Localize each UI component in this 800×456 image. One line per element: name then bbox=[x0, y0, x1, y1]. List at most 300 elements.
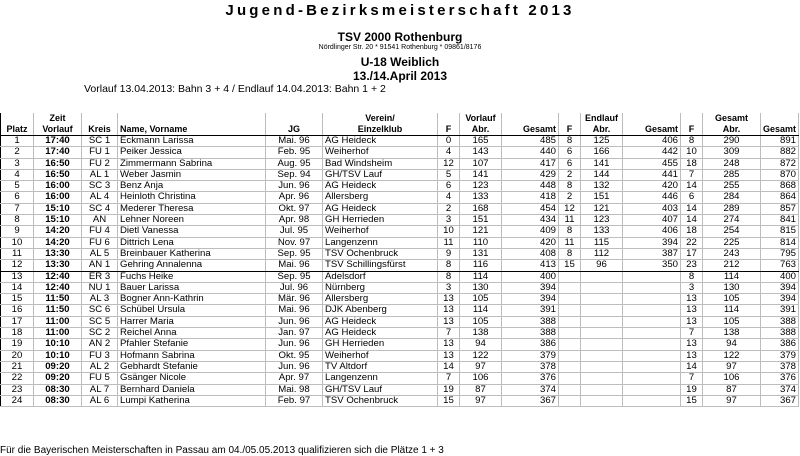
cell-name: Pfahler Stefanie bbox=[118, 339, 266, 350]
cell-vl-gesamt: 454 bbox=[502, 203, 559, 214]
cell-verein: TSV Ochenbruck bbox=[323, 248, 438, 259]
cell-verein: TV Altdorf bbox=[323, 361, 438, 372]
cell-name: Fuchs Heike bbox=[118, 271, 266, 282]
cell-vl-gesamt: 394 bbox=[502, 282, 559, 293]
cell-zeit: 12:40 bbox=[34, 271, 82, 282]
cell-verein: GH/TSV Lauf bbox=[323, 169, 438, 180]
cell-verein: Langenzenn bbox=[323, 373, 438, 384]
cell-el-gesamt: 441 bbox=[623, 169, 681, 180]
header-ges-gesamt: Gesamt bbox=[761, 124, 799, 136]
cell-el-gesamt bbox=[623, 294, 681, 305]
cell-vl-gesamt: 485 bbox=[502, 136, 559, 147]
cell-ges-abr: 284 bbox=[703, 192, 761, 203]
cell-platz: 24 bbox=[1, 395, 34, 406]
cell-el-abr: 151 bbox=[581, 192, 623, 203]
cell-kreis: FÜ 2 bbox=[82, 158, 118, 169]
cell-zeit: 09:20 bbox=[34, 361, 82, 372]
cell-el-abr: 166 bbox=[581, 147, 623, 158]
cell-el-f bbox=[559, 395, 581, 406]
cell-zeit: 15:10 bbox=[34, 203, 82, 214]
cell-el-gesamt: 455 bbox=[623, 158, 681, 169]
header-name: Name, Vorname bbox=[118, 124, 266, 136]
cell-vl-abr: 116 bbox=[460, 260, 502, 271]
cell-vl-f: 13 bbox=[438, 350, 460, 361]
cell-platz: 6 bbox=[1, 192, 34, 203]
cell-vl-f: 13 bbox=[438, 339, 460, 350]
cell-verein: Nürnberg bbox=[323, 282, 438, 293]
cell-name: Zimmermann Sabrina bbox=[118, 158, 266, 169]
cell-ges-abr: 114 bbox=[703, 271, 761, 282]
cell-vl-gesamt: 367 bbox=[502, 395, 559, 406]
cell-el-gesamt bbox=[623, 316, 681, 327]
cell-vl-abr: 151 bbox=[460, 215, 502, 226]
cell-verein: Weiherhof bbox=[323, 147, 438, 158]
cell-el-f: 11 bbox=[559, 237, 581, 248]
cell-jg: Feb. 95 bbox=[266, 147, 323, 158]
cell-ges-gesamt: 864 bbox=[761, 192, 799, 203]
cell-platz: 12 bbox=[1, 260, 34, 271]
cell-platz: 20 bbox=[1, 350, 34, 361]
cell-kreis: FÜ 1 bbox=[82, 147, 118, 158]
cell-vl-f: 0 bbox=[438, 136, 460, 147]
cell-kreis: SC 3 bbox=[82, 181, 118, 192]
cell-ges-abr: 106 bbox=[703, 373, 761, 384]
cell-name: Bauer Larissa bbox=[118, 282, 266, 293]
cell-verein: Allersberg bbox=[323, 294, 438, 305]
cell-verein: GH/TSV Lauf bbox=[323, 384, 438, 395]
cell-verein: Weiherhof bbox=[323, 226, 438, 237]
cell-ges-f: 13 bbox=[681, 305, 703, 316]
table-row bbox=[1, 136, 799, 147]
header-el-gesamt: Gesamt bbox=[623, 124, 681, 136]
cell-jg: Sep. 95 bbox=[266, 248, 323, 259]
header-jg: JG bbox=[266, 124, 323, 136]
cell-el-abr: 123 bbox=[581, 215, 623, 226]
table-row bbox=[1, 384, 799, 395]
cell-el-abr: 121 bbox=[581, 203, 623, 214]
cell-verein: Weiherhof bbox=[323, 350, 438, 361]
cell-vl-f: 3 bbox=[438, 282, 460, 293]
cell-platz: 7 bbox=[1, 203, 34, 214]
cell-el-f bbox=[559, 271, 581, 282]
cell-vl-abr: 114 bbox=[460, 305, 502, 316]
header-vorlauf-time: Vorlauf bbox=[34, 124, 82, 136]
table-row bbox=[1, 169, 799, 180]
schedule-info: Vorlauf 13.04.2013: Bahn 3 + 4 / Endlauf 14.04.2013: Bahn 1 + 2 bbox=[84, 83, 386, 95]
table-row bbox=[1, 215, 799, 226]
cell-ges-gesamt: 763 bbox=[761, 260, 799, 271]
cell-vl-f: 4 bbox=[438, 192, 460, 203]
cell-zeit: 15:10 bbox=[34, 215, 82, 226]
cell-kreis: AL 5 bbox=[82, 248, 118, 259]
cell-ges-abr: 255 bbox=[703, 181, 761, 192]
cell-ges-f: 13 bbox=[681, 316, 703, 327]
cell-ges-f: 7 bbox=[681, 169, 703, 180]
header-zeit: Zeit bbox=[34, 113, 82, 124]
cell-el-abr: 144 bbox=[581, 169, 623, 180]
cell-el-abr: 133 bbox=[581, 226, 623, 237]
cell-el-f bbox=[559, 361, 581, 372]
cell-jg: Mär. 96 bbox=[266, 294, 323, 305]
cell-verein: GH Herrieden bbox=[323, 339, 438, 350]
cell-vl-abr: 110 bbox=[460, 237, 502, 248]
cell-ges-abr: 248 bbox=[703, 158, 761, 169]
cell-vl-gesamt: 394 bbox=[502, 294, 559, 305]
table-row bbox=[1, 395, 799, 406]
cell-platz: 11 bbox=[1, 248, 34, 259]
cell-verein: AG Heideck bbox=[323, 316, 438, 327]
table-row bbox=[1, 158, 799, 169]
cell-zeit: 11:00 bbox=[34, 316, 82, 327]
cell-zeit: 08:30 bbox=[34, 395, 82, 406]
cell-ges-abr: 309 bbox=[703, 147, 761, 158]
cell-el-abr bbox=[581, 339, 623, 350]
cell-ges-gesamt: 388 bbox=[761, 328, 799, 339]
cell-vl-abr: 105 bbox=[460, 294, 502, 305]
cell-verein: TSV Schillingsfürst bbox=[323, 260, 438, 271]
cell-zeit: 14:20 bbox=[34, 226, 82, 237]
table-row bbox=[1, 328, 799, 339]
cell-vl-f: 4 bbox=[438, 147, 460, 158]
cell-ges-gesamt: 388 bbox=[761, 316, 799, 327]
cell-kreis: SC 4 bbox=[82, 203, 118, 214]
cell-vl-f: 19 bbox=[438, 384, 460, 395]
cell-el-gesamt: 350 bbox=[623, 260, 681, 271]
cell-vl-gesamt: 391 bbox=[502, 305, 559, 316]
cell-el-abr: 112 bbox=[581, 248, 623, 259]
cell-zeit: 10:10 bbox=[34, 350, 82, 361]
cell-name: Bogner Ann-Kathrin bbox=[118, 294, 266, 305]
cell-el-f: 8 bbox=[559, 226, 581, 237]
cell-el-gesamt: 446 bbox=[623, 192, 681, 203]
cell-kreis: AN 2 bbox=[82, 339, 118, 350]
cell-jg: Mai. 96 bbox=[266, 260, 323, 271]
cell-platz: 23 bbox=[1, 384, 34, 395]
cell-vl-f: 9 bbox=[438, 248, 460, 259]
cell-vl-abr: 130 bbox=[460, 282, 502, 293]
club-address: Nördlinger Str. 20 * 91541 Rothenburg * 09861/8176 bbox=[318, 44, 482, 51]
table-row bbox=[1, 237, 799, 248]
cell-platz: 13 bbox=[1, 271, 34, 282]
cell-vl-f: 7 bbox=[438, 373, 460, 384]
cell-kreis: AL 1 bbox=[82, 169, 118, 180]
cell-vl-abr: 97 bbox=[460, 395, 502, 406]
cell-ges-gesamt: 857 bbox=[761, 203, 799, 214]
cell-jg: Apr. 98 bbox=[266, 215, 323, 226]
cell-ges-gesamt: 872 bbox=[761, 158, 799, 169]
cell-jg: Aug. 95 bbox=[266, 158, 323, 169]
cell-platz: 16 bbox=[1, 305, 34, 316]
cell-vl-abr: 121 bbox=[460, 226, 502, 237]
header-platz: Platz bbox=[1, 124, 34, 136]
cell-ges-f: 3 bbox=[681, 282, 703, 293]
cell-vl-abr: 133 bbox=[460, 192, 502, 203]
cell-vl-abr: 107 bbox=[460, 158, 502, 169]
header-row-1 bbox=[1, 113, 799, 124]
cell-ges-abr: 105 bbox=[703, 294, 761, 305]
cell-el-abr bbox=[581, 316, 623, 327]
cell-el-f: 6 bbox=[559, 147, 581, 158]
cell-vl-gesamt: 408 bbox=[502, 248, 559, 259]
cell-jg: Mai. 96 bbox=[266, 305, 323, 316]
cell-vl-f: 12 bbox=[438, 158, 460, 169]
cell-ges-abr: 105 bbox=[703, 316, 761, 327]
cell-name: Bernhard Daniela bbox=[118, 384, 266, 395]
cell-jg: Sep. 94 bbox=[266, 169, 323, 180]
cell-ges-abr: 97 bbox=[703, 395, 761, 406]
cell-vl-f: 13 bbox=[438, 305, 460, 316]
cell-ges-f: 19 bbox=[681, 384, 703, 395]
cell-vl-f: 2 bbox=[438, 203, 460, 214]
cell-el-gesamt bbox=[623, 271, 681, 282]
cell-name: Dittrich Lena bbox=[118, 237, 266, 248]
cell-vl-gesamt: 400 bbox=[502, 271, 559, 282]
cell-el-abr bbox=[581, 395, 623, 406]
cell-ges-abr: 274 bbox=[703, 215, 761, 226]
cell-el-gesamt: 387 bbox=[623, 248, 681, 259]
cell-vl-gesamt: 440 bbox=[502, 147, 559, 158]
cell-el-abr bbox=[581, 271, 623, 282]
cell-zeit: 10:10 bbox=[34, 339, 82, 350]
cell-vl-abr: 94 bbox=[460, 339, 502, 350]
cell-ges-abr: 87 bbox=[703, 384, 761, 395]
cell-verein: Allersberg bbox=[323, 192, 438, 203]
cell-el-gesamt bbox=[623, 373, 681, 384]
cell-kreis: FÜ 4 bbox=[82, 226, 118, 237]
cell-kreis: SC 2 bbox=[82, 328, 118, 339]
cell-zeit: 08:30 bbox=[34, 384, 82, 395]
header-el-abr: Abr. bbox=[581, 124, 623, 136]
cell-el-gesamt bbox=[623, 350, 681, 361]
cell-el-abr bbox=[581, 305, 623, 316]
cell-vl-abr: 131 bbox=[460, 248, 502, 259]
cell-name: Dietl Vanessa bbox=[118, 226, 266, 237]
header-ges-abr: Abr. bbox=[703, 124, 761, 136]
cell-kreis: FÜ 5 bbox=[82, 373, 118, 384]
cell-verein: AG Heideck bbox=[323, 328, 438, 339]
cell-ges-gesamt: 376 bbox=[761, 373, 799, 384]
table-row bbox=[1, 316, 799, 327]
cell-ges-f: 23 bbox=[681, 260, 703, 271]
cell-vl-abr: 165 bbox=[460, 136, 502, 147]
cell-kreis: FÜ 6 bbox=[82, 237, 118, 248]
cell-el-abr bbox=[581, 328, 623, 339]
cell-ges-f: 14 bbox=[681, 203, 703, 214]
cell-vl-abr: 106 bbox=[460, 373, 502, 384]
table-row bbox=[1, 361, 799, 372]
cell-el-f: 12 bbox=[559, 203, 581, 214]
cell-vl-abr: 122 bbox=[460, 350, 502, 361]
cell-vl-abr: 168 bbox=[460, 203, 502, 214]
table-row bbox=[1, 192, 799, 203]
cell-el-gesamt bbox=[623, 395, 681, 406]
cell-vl-f: 10 bbox=[438, 226, 460, 237]
cell-vl-gesamt: 420 bbox=[502, 237, 559, 248]
cell-el-f: 2 bbox=[559, 169, 581, 180]
cell-name: Harrer Maria bbox=[118, 316, 266, 327]
cell-ges-f: 22 bbox=[681, 237, 703, 248]
cell-kreis: AN bbox=[82, 215, 118, 226]
cell-el-f: 15 bbox=[559, 260, 581, 271]
cell-zeit: 16:50 bbox=[34, 169, 82, 180]
cell-ges-abr: 290 bbox=[703, 136, 761, 147]
cell-ges-f: 13 bbox=[681, 339, 703, 350]
cell-jg: Jan. 97 bbox=[266, 328, 323, 339]
cell-jg: Jun. 96 bbox=[266, 316, 323, 327]
cell-vl-gesamt: 378 bbox=[502, 361, 559, 372]
cell-ges-gesamt: 882 bbox=[761, 147, 799, 158]
cell-kreis: AL 3 bbox=[82, 294, 118, 305]
cell-verein: DJK Abenberg bbox=[323, 305, 438, 316]
cell-name: Schübel Ursula bbox=[118, 305, 266, 316]
cell-ges-abr: 138 bbox=[703, 328, 761, 339]
cell-el-f bbox=[559, 305, 581, 316]
cell-el-abr bbox=[581, 373, 623, 384]
table-row bbox=[1, 248, 799, 259]
cell-vl-gesamt: 413 bbox=[502, 260, 559, 271]
cell-el-f bbox=[559, 373, 581, 384]
cell-el-f bbox=[559, 350, 581, 361]
cell-el-abr bbox=[581, 384, 623, 395]
cell-ges-gesamt: 841 bbox=[761, 215, 799, 226]
cell-el-abr: 125 bbox=[581, 136, 623, 147]
cell-ges-abr: 212 bbox=[703, 260, 761, 271]
cell-ges-gesamt: 394 bbox=[761, 294, 799, 305]
cell-name: Peiker Jessica bbox=[118, 147, 266, 158]
cell-kreis: AL 7 bbox=[82, 384, 118, 395]
cell-zeit: 17:40 bbox=[34, 136, 82, 147]
cell-ges-abr: 114 bbox=[703, 305, 761, 316]
cell-el-gesamt bbox=[623, 339, 681, 350]
cell-jg: Apr. 96 bbox=[266, 192, 323, 203]
cell-ges-f: 13 bbox=[681, 350, 703, 361]
header-gesamt: Gesamt bbox=[703, 113, 761, 124]
event-date: 13./14.April 2013 bbox=[352, 69, 448, 83]
cell-platz: 17 bbox=[1, 316, 34, 327]
cell-ges-gesamt: 374 bbox=[761, 384, 799, 395]
cell-ges-f: 14 bbox=[681, 181, 703, 192]
table-row bbox=[1, 339, 799, 350]
cell-verein: AG Heideck bbox=[323, 203, 438, 214]
cell-verein: GH Herrieden bbox=[323, 215, 438, 226]
cell-vl-gesamt: 374 bbox=[502, 384, 559, 395]
cell-el-f bbox=[559, 328, 581, 339]
header-vl-f: F bbox=[438, 124, 460, 136]
table-row bbox=[1, 147, 799, 158]
cell-jg: Mai. 98 bbox=[266, 384, 323, 395]
cell-ges-gesamt: 379 bbox=[761, 350, 799, 361]
cell-ges-f: 14 bbox=[681, 361, 703, 372]
cell-name: Heinloth Christina bbox=[118, 192, 266, 203]
header-vl-gesamt: Gesamt bbox=[502, 124, 559, 136]
cell-el-gesamt: 406 bbox=[623, 136, 681, 147]
cell-kreis: AL 4 bbox=[82, 192, 118, 203]
cell-ges-gesamt: 378 bbox=[761, 361, 799, 372]
cell-ges-abr: 94 bbox=[703, 339, 761, 350]
table-row bbox=[1, 373, 799, 384]
cell-verein: Adelsdorf bbox=[323, 271, 438, 282]
category-label: U-18 Weiblich bbox=[360, 55, 440, 69]
cell-el-gesamt bbox=[623, 328, 681, 339]
table-row bbox=[1, 226, 799, 237]
cell-verein: Bad Windsheim bbox=[323, 158, 438, 169]
cell-zeit: 16:00 bbox=[34, 192, 82, 203]
cell-ges-abr: 225 bbox=[703, 237, 761, 248]
cell-platz: 21 bbox=[1, 361, 34, 372]
cell-name: Eckmann Larissa bbox=[118, 136, 266, 147]
header-row-2 bbox=[1, 124, 799, 136]
cell-el-abr: 141 bbox=[581, 158, 623, 169]
table-row bbox=[1, 350, 799, 361]
cell-el-gesamt: 407 bbox=[623, 215, 681, 226]
cell-zeit: 12:40 bbox=[34, 282, 82, 293]
cell-name: Breinbauer Katherina bbox=[118, 248, 266, 259]
cell-vl-f: 5 bbox=[438, 169, 460, 180]
cell-jg: Jul. 96 bbox=[266, 282, 323, 293]
cell-ges-f: 14 bbox=[681, 215, 703, 226]
cell-jg: Feb. 97 bbox=[266, 395, 323, 406]
cell-platz: 15 bbox=[1, 294, 34, 305]
cell-name: Weber Jasmin bbox=[118, 169, 266, 180]
cell-el-gesamt: 403 bbox=[623, 203, 681, 214]
cell-vl-f: 13 bbox=[438, 294, 460, 305]
cell-name: Mederer Theresa bbox=[118, 203, 266, 214]
cell-ges-f: 7 bbox=[681, 328, 703, 339]
cell-el-gesamt bbox=[623, 282, 681, 293]
cell-zeit: 16:50 bbox=[34, 158, 82, 169]
cell-kreis: SC 1 bbox=[82, 136, 118, 147]
cell-verein: Langenzenn bbox=[323, 237, 438, 248]
cell-el-gesamt: 442 bbox=[623, 147, 681, 158]
cell-el-abr bbox=[581, 282, 623, 293]
cell-el-abr bbox=[581, 350, 623, 361]
cell-kreis: AN 1 bbox=[82, 260, 118, 271]
cell-ges-f: 8 bbox=[681, 136, 703, 147]
header-ges-f: F bbox=[681, 124, 703, 136]
cell-ges-abr: 243 bbox=[703, 248, 761, 259]
cell-ges-abr: 254 bbox=[703, 226, 761, 237]
table-row bbox=[1, 260, 799, 271]
cell-jg: Mai. 96 bbox=[266, 136, 323, 147]
cell-el-f bbox=[559, 294, 581, 305]
cell-zeit: 16:00 bbox=[34, 181, 82, 192]
qualification-note: Für die Bayerischen Meisterschaften in Passau am 04./05.05.2013 qualifizieren sich die Plätze 1 + 3 bbox=[0, 445, 444, 456]
cell-vl-f: 13 bbox=[438, 316, 460, 327]
cell-verein: AG Heideck bbox=[323, 181, 438, 192]
table-row bbox=[1, 305, 799, 316]
cell-ges-abr: 122 bbox=[703, 350, 761, 361]
cell-el-f: 8 bbox=[559, 136, 581, 147]
cell-kreis: NÜ 1 bbox=[82, 282, 118, 293]
cell-ges-f: 15 bbox=[681, 395, 703, 406]
cell-jg: Apr. 97 bbox=[266, 373, 323, 384]
cell-ges-gesamt: 394 bbox=[761, 282, 799, 293]
header-endlauf: Endlauf bbox=[581, 113, 623, 124]
cell-el-f bbox=[559, 339, 581, 350]
cell-jg: Okt. 97 bbox=[266, 203, 323, 214]
cell-vl-gesamt: 418 bbox=[502, 192, 559, 203]
cell-jg: Jun. 96 bbox=[266, 339, 323, 350]
table-row bbox=[1, 203, 799, 214]
cell-ges-f: 8 bbox=[681, 271, 703, 282]
cell-vl-f: 14 bbox=[438, 361, 460, 372]
cell-vl-gesamt: 379 bbox=[502, 350, 559, 361]
header-verein: Verein/ bbox=[323, 113, 438, 124]
cell-vl-abr: 97 bbox=[460, 361, 502, 372]
cell-ges-f: 18 bbox=[681, 226, 703, 237]
cell-ges-f: 10 bbox=[681, 147, 703, 158]
cell-name: Reichel Anna bbox=[118, 328, 266, 339]
